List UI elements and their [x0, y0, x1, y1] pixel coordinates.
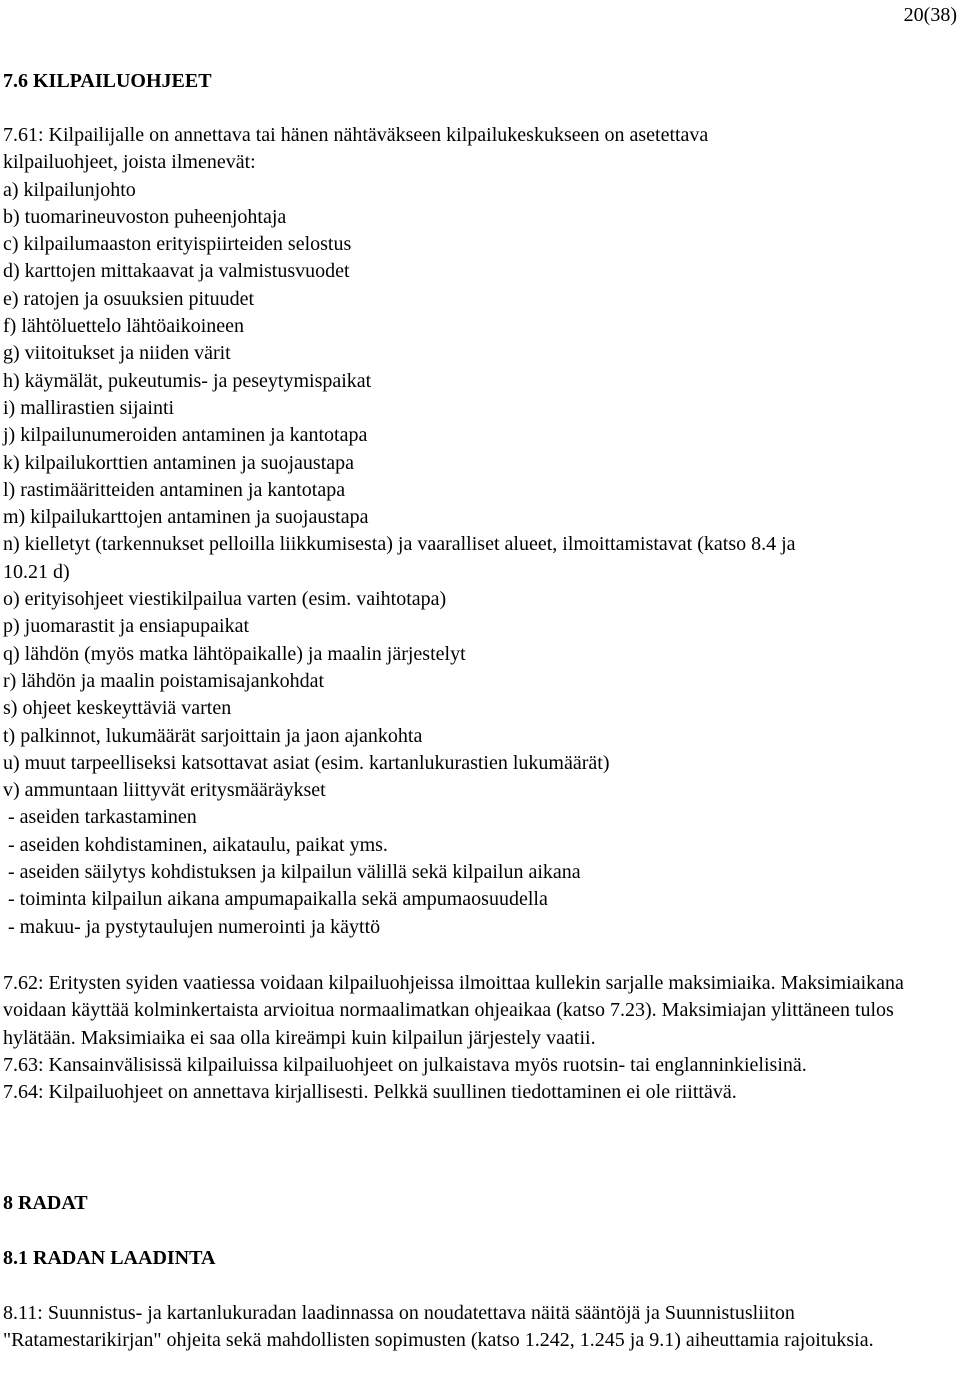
list-item: d) karttojen mittakaavat ja valmistusvuodet: [3, 260, 350, 283]
page-number: 20(38): [903, 4, 957, 26]
list-item: r) lähdön ja maalin poistamisajankohdat: [3, 669, 325, 692]
list-item: h) käymälät, pukeutumis- ja peseytymispaikat: [3, 369, 372, 392]
list-item: v) ammuntaan liittyvät eritysmääräykset: [3, 779, 326, 802]
list-item: t) palkinnot, lukumäärät sarjoittain ja jaon ajankohta: [3, 724, 423, 747]
section-7-61: [3, 122, 953, 941]
list-item: - aseiden säilytys kohdistuksen ja kilpailun välillä sekä kilpailun aikana: [3, 861, 581, 884]
section-heading-8: 8 RADAT: [3, 1192, 88, 1214]
paragraph-7-63: 7.63: Kansainvälisissä kilpailuissa kilpailuohjeet on julkaistava myös ruotsin- tai englanninkielisinä.: [3, 1053, 807, 1076]
list-item: g) viitoitukset ja niiden värit: [3, 342, 231, 365]
list-item: c) kilpailumaaston erityispiirteiden selostus: [3, 233, 352, 256]
list-item: b) tuomarineuvoston puheenjohtaja: [3, 205, 287, 228]
intro-line: kilpailuohjeet, joista ilmenevät:: [3, 151, 256, 174]
paragraph-7-62: 7.62: Eritysten syiden vaatiessa voidaan kilpailuohjeissa ilmoittaa kullekin sarjalle maksimiaika. Maksimiaikana voidaan käyttää kolminkertaista arvioitua normaalimatkan ohjeaikaa (katso 7.23). Maksimiajan ylittäneen tulos hylätään. Maksimiaika ei saa olla kireämpi kuin kilpailun järjestely vaatii.: [3, 972, 904, 1049]
list-item: s) ohjeet keskeyttäviä varten: [3, 697, 232, 720]
list-item: f) lähtöluettelo lähtöaikoineen: [3, 315, 245, 338]
section-7-62-7-64: [3, 970, 948, 1106]
paragraph-8-11: 8.11: Suunnistus- ja kartanlukuradan laadinnassa on noudatettava näitä sääntöjä ja Suunnistusliiton "Ratamestarikirjan" ohjeita sekä mahdollisten sopimusten (katso 1.242, 1.245 ja 9.1) aiheuttamia rajoituksia.: [3, 1302, 874, 1352]
list-item: - toiminta kilpailun aikana ampumapaikalla sekä ampumaosuudella: [3, 888, 548, 911]
list-item: j) kilpailunumeroiden antaminen ja kantotapa: [3, 424, 368, 447]
list-item: 10.21 d): [3, 560, 70, 583]
list-item: u) muut tarpeelliseksi katsottavat asiat (esim. kartanlukurastien lukumäärät): [3, 751, 610, 774]
intro-line: 7.61: Kilpailijalle on annettava tai hänen nähtäväkseen kilpailukeskukseen on asetettava: [3, 124, 709, 146]
list-item: p) juomarastit ja ensiapupaikat: [3, 615, 250, 638]
paragraph-7-64: 7.64: Kilpailuohjeet on annettava kirjallisesti. Pelkkä suullinen tiedottaminen ei ole riittävä.: [3, 1081, 737, 1104]
list-item: l) rastimääritteiden antaminen ja kantotapa: [3, 478, 346, 501]
list-item: e) ratojen ja osuuksien pituudet: [3, 287, 255, 310]
list-item: m) kilpailukarttojen antaminen ja suojaustapa: [3, 506, 369, 529]
list-item: o) erityisohjeet viestikilpailua varten (esim. vaihtotapa): [3, 588, 447, 611]
section-heading-7-6: 7.6 KILPAILUOHJEET: [3, 70, 212, 92]
list-item: - makuu- ja pystytaulujen numerointi ja käyttö: [3, 915, 381, 938]
list-item: - aseiden kohdistaminen, aikataulu, paikat yms.: [3, 833, 388, 856]
list-item: - aseiden tarkastaminen: [3, 806, 197, 829]
list-item: q) lähdön (myös matka lähtöpaikalle) ja maalin järjestelyt: [3, 642, 466, 665]
list-item: n) kielletyt (tarkennukset pelloilla liikkumisesta) ja vaaralliset alueet, ilmoittamistavat (katso 8.4 ja: [3, 533, 796, 556]
list-item: a) kilpailunjohto: [3, 178, 136, 201]
list-item: k) kilpailukorttien antaminen ja suojaustapa: [3, 451, 355, 474]
section-heading-8-1: 8.1 RADAN LAADINTA: [3, 1247, 216, 1269]
instruction-list: [3, 177, 953, 941]
list-item: i) mallirastien sijainti: [3, 396, 175, 419]
